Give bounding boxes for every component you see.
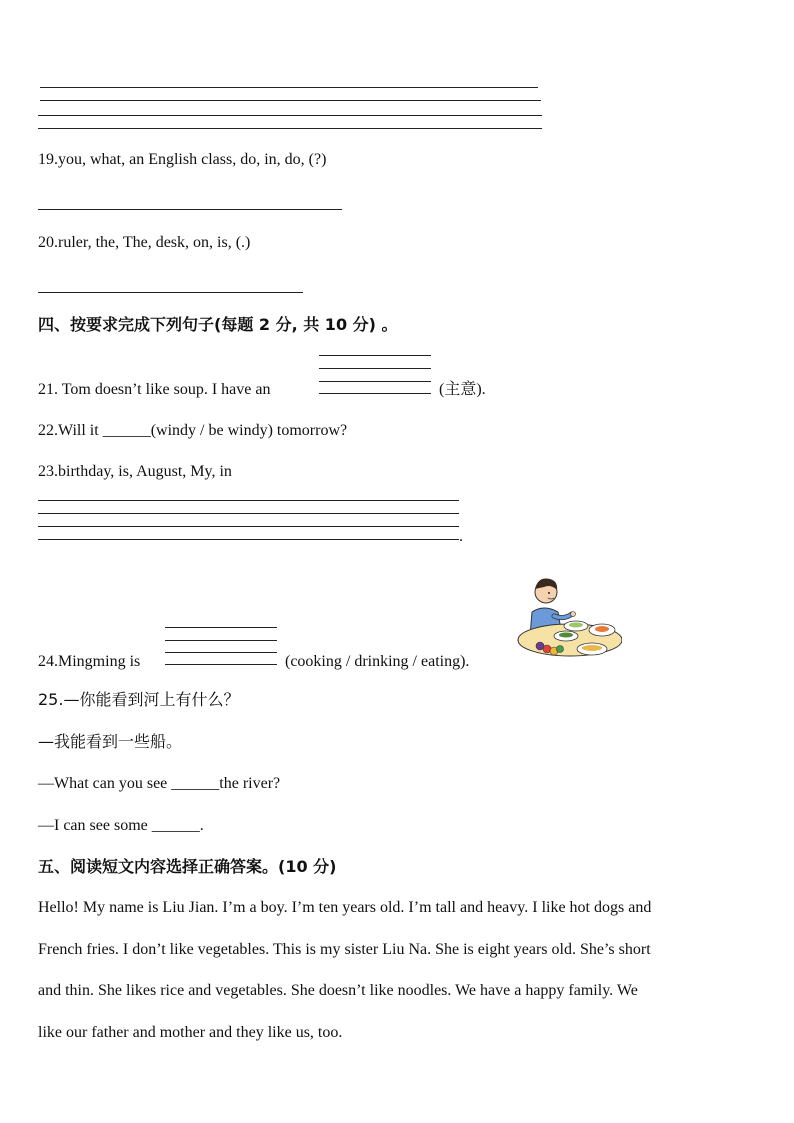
answer-line-23[interactable] <box>38 526 459 527</box>
question-25-english-answer: —I can see some ______. <box>38 817 204 834</box>
answer-line-21[interactable] <box>319 381 431 382</box>
answer-line-23[interactable] <box>38 500 459 501</box>
section-5-title: 五、阅读短文内容选择正确答案。(10 分) <box>38 857 337 876</box>
passage-line: like our father and mother and they like us, too. <box>38 1024 343 1041</box>
question-21-hint: (主意). <box>439 381 486 398</box>
answer-line-24[interactable] <box>165 652 277 653</box>
passage-line: and thin. She likes rice and vegetables. She doesn’t like noodles. We have a happy family. We <box>38 982 638 999</box>
answer-line-21[interactable] <box>319 368 431 369</box>
question-25-chinese-question: 25.—你能看到河上有什么？ <box>38 690 240 709</box>
question-24-text: 24.Mingming is <box>38 653 141 670</box>
answer-line-24[interactable] <box>165 627 277 628</box>
question-25-english-question: —What can you see ______the river? <box>38 775 281 792</box>
answer-line-23[interactable] <box>38 539 459 540</box>
passage-line: Hello! My name is Liu Jian. I’m a boy. I’m ten years old. I’m tall and heavy. I like hot dogs and <box>38 899 652 916</box>
answer-line-21[interactable] <box>319 393 431 394</box>
answer-line[interactable] <box>38 115 542 116</box>
answer-line[interactable] <box>40 87 538 88</box>
answer-line-20[interactable] <box>38 292 303 293</box>
answer-line-24[interactable] <box>165 664 277 665</box>
answer-line[interactable] <box>38 128 542 129</box>
question-22: 22.Will it ______(windy / be windy) tomorrow? <box>38 422 348 439</box>
question-23-end: . <box>459 528 463 545</box>
answer-line-23[interactable] <box>38 513 459 514</box>
answer-line-19[interactable] <box>38 209 342 210</box>
boy-eating-illustration <box>514 570 622 662</box>
question-19: 19.you, what, an English class, do, in, do, (?) <box>38 151 327 168</box>
section-4-title: 四、按要求完成下列句子(每题 2 分, 共 10 分) 。 <box>38 315 398 334</box>
answer-line[interactable] <box>40 100 541 101</box>
answer-line-21[interactable] <box>319 355 431 356</box>
question-24-options: (cooking / drinking / eating). <box>285 653 470 670</box>
answer-line-24[interactable] <box>165 640 277 641</box>
passage-line: French fries. I don’t like vegetables. This is my sister Liu Na. She is eight years old. She’s short <box>38 941 651 958</box>
question-23: 23.birthday, is, August, My, in <box>38 463 232 480</box>
question-21-text: 21. Tom doesn’t like soup. I have an <box>38 381 271 398</box>
question-20: 20.ruler, the, The, desk, on, is, (.) <box>38 234 251 251</box>
question-25-chinese-answer: —我能看到一些船。 <box>38 732 183 751</box>
